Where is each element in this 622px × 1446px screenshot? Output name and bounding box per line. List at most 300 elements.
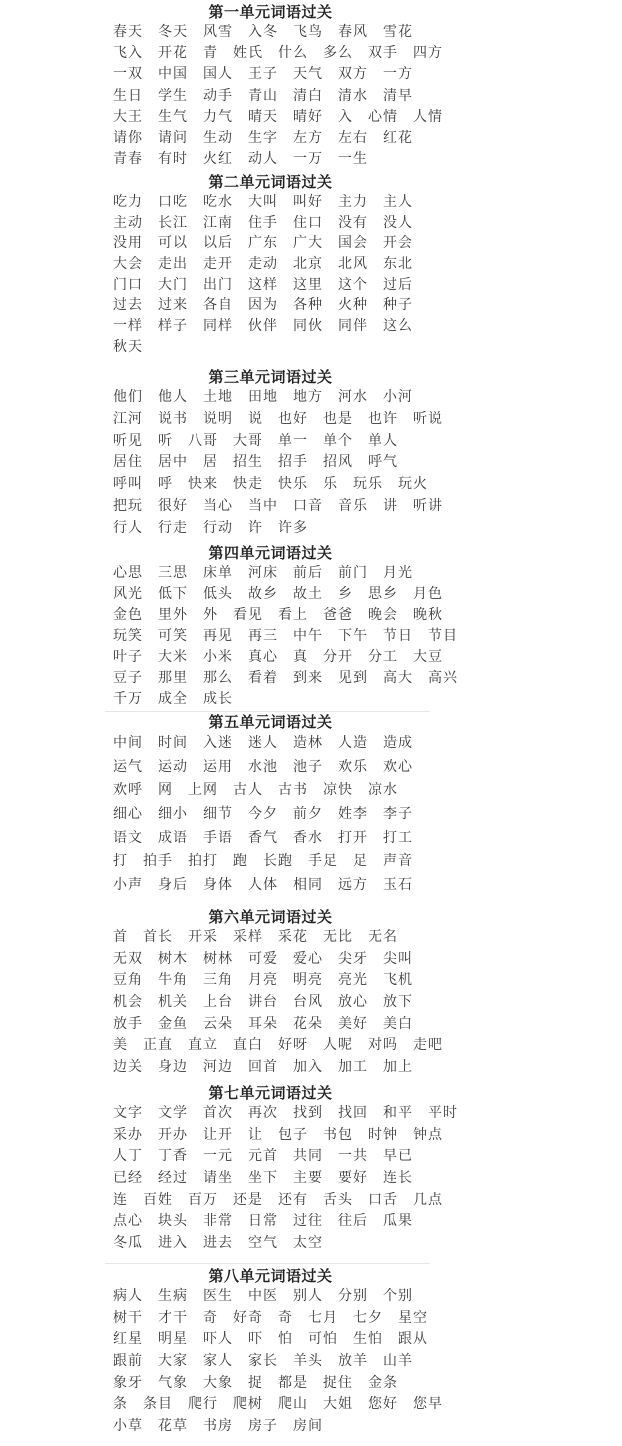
- word-row: [108, 992, 433, 1014]
- vocab-word: 直白: [233, 1037, 263, 1054]
- vocab-word: 什么: [278, 45, 308, 62]
- vocab-word: 开办: [158, 1126, 188, 1143]
- vocab-word: 七夕: [353, 1309, 383, 1326]
- vocab-word: 口音: [293, 497, 323, 514]
- vocab-word: 叫好: [293, 194, 323, 210]
- vocab-word: 吃力: [113, 194, 143, 210]
- vocab-word: 冬瓜: [113, 1235, 143, 1252]
- vocab-word: 生字: [248, 129, 278, 146]
- vocab-word: 土地: [203, 389, 233, 405]
- vocab-word: 房子: [248, 1418, 278, 1435]
- vocab-word: 要好: [338, 1170, 368, 1187]
- vocab-word: 音乐: [338, 497, 368, 514]
- vocab-word: 迷人: [248, 735, 278, 751]
- word-row: [108, 927, 433, 949]
- vocab-word: 瓜果: [383, 1213, 413, 1230]
- word-row: [108, 86, 433, 107]
- unit-3-section: [108, 367, 443, 540]
- vocab-word: 爬树: [233, 1396, 263, 1413]
- vocab-word: 听: [158, 432, 173, 449]
- vocab-word: 请问: [158, 129, 188, 146]
- vocab-word: 以后: [203, 235, 233, 252]
- vocab-word: 请坐: [203, 1170, 233, 1187]
- vocab-word: 时钟: [368, 1126, 398, 1143]
- vocab-word: 下午: [338, 628, 368, 644]
- vocab-word: 气象: [158, 1374, 188, 1391]
- vocab-word: 非常: [203, 1213, 233, 1230]
- vocab-word: 分别: [338, 1288, 368, 1304]
- vocab-word: 飞机: [383, 972, 413, 989]
- vocab-word: 招生: [233, 454, 263, 471]
- vocab-word: 各自: [203, 297, 233, 314]
- vocab-word: 快乐: [278, 476, 308, 493]
- vocab-word: 这样: [248, 276, 278, 293]
- vocab-word: 可怕: [308, 1331, 338, 1348]
- vocab-word: 坐下: [248, 1170, 278, 1187]
- vocab-word: 尖牙: [338, 950, 368, 967]
- vocab-word: 当心: [203, 497, 233, 514]
- word-row: [108, 756, 433, 780]
- vocab-word: 豆角: [113, 972, 143, 989]
- vocab-word: 豆子: [113, 670, 143, 686]
- vocab-word: 也许: [368, 410, 398, 427]
- vocab-word: 人呢: [323, 1037, 353, 1054]
- vocab-word: 分工: [368, 649, 398, 665]
- vocab-word: 钟点: [413, 1126, 443, 1143]
- vocab-word: 里外: [158, 607, 188, 623]
- vocab-word: 机关: [158, 994, 188, 1011]
- vocab-word: 共同: [293, 1148, 323, 1165]
- vocab-word: 这么: [383, 318, 413, 335]
- vocab-word: 火种: [338, 297, 368, 314]
- vocab-word: 呼叫: [113, 476, 143, 493]
- vocab-word: 听见: [113, 432, 143, 449]
- vocab-word: 居中: [158, 454, 188, 471]
- vocab-word: 呼: [158, 476, 173, 493]
- vocab-word: 爬行: [188, 1396, 218, 1413]
- vocab-word: 加上: [383, 1059, 413, 1076]
- word-row: [108, 64, 433, 85]
- vocab-word: 条: [113, 1396, 128, 1413]
- vocab-word: 招手: [278, 454, 308, 471]
- word-row: [108, 1373, 433, 1395]
- vocab-word: 左右: [338, 129, 368, 146]
- vocab-word: 这里: [293, 276, 323, 293]
- vocab-word: 真心: [248, 649, 278, 665]
- vocab-word: 池子: [293, 758, 323, 775]
- vocab-word: 手足: [308, 853, 338, 870]
- vocab-word: 节目: [428, 628, 458, 644]
- word-row: [108, 970, 433, 992]
- vocab-word: 欢心: [383, 758, 413, 775]
- vocab-word: 国会: [338, 235, 368, 252]
- word-row: [108, 563, 433, 584]
- vocab-word: 玉石: [383, 877, 413, 894]
- vocab-word: 走开: [203, 256, 233, 273]
- vocab-word: 别人: [293, 1288, 323, 1304]
- vocab-word: 北风: [338, 256, 368, 273]
- word-row: [108, 316, 433, 337]
- vocab-word: 乡: [338, 586, 353, 602]
- vocab-word: 吓: [248, 1331, 263, 1348]
- vocab-word: 也好: [278, 410, 308, 427]
- vocab-word: 采花: [278, 929, 308, 945]
- vocab-word: 千万: [113, 691, 143, 707]
- vocab-word: 金鱼: [158, 1015, 188, 1032]
- vocab-word: 没用: [113, 235, 143, 252]
- vocab-word: 造成: [383, 735, 413, 751]
- vocab-word: 首次: [203, 1105, 233, 1121]
- unit-7-section: [108, 1083, 458, 1255]
- vocab-word: 吃水: [203, 194, 233, 210]
- vocab-word: 一样: [113, 318, 143, 335]
- vocab-word: 节日: [383, 628, 413, 644]
- vocab-word: 叶子: [113, 649, 143, 665]
- vocab-word: 多么: [323, 45, 353, 62]
- vocab-word: 快来: [188, 476, 218, 493]
- vocab-word: 月亮: [248, 972, 278, 989]
- vocab-word: 再次: [248, 1105, 278, 1121]
- vocab-word: 可笑: [158, 628, 188, 644]
- vocab-word: 口吃: [158, 194, 188, 210]
- vocab-word: 河床: [248, 565, 278, 581]
- vocab-word: 同样: [203, 318, 233, 335]
- word-row: [108, 1057, 433, 1079]
- vocab-word: 打: [113, 853, 128, 870]
- vocab-word: 运用: [203, 758, 233, 775]
- vocab-word: 许多: [278, 519, 308, 536]
- vocab-word: 生怕: [353, 1331, 383, 1348]
- vocab-word: 云朵: [203, 1015, 233, 1032]
- vocab-word: 田地: [248, 389, 278, 405]
- vocab-word: 边关: [113, 1059, 143, 1076]
- vocab-word: 双手: [368, 45, 398, 62]
- vocab-word: 身边: [158, 1059, 188, 1076]
- word-row: [108, 496, 443, 518]
- vocab-word: 文字: [113, 1105, 143, 1121]
- divider: [105, 1263, 430, 1264]
- vocab-word: 打开: [338, 829, 368, 846]
- vocab-word: 许: [248, 519, 263, 536]
- vocab-word: 造林: [293, 735, 323, 751]
- vocab-word: 采办: [113, 1126, 143, 1143]
- vocab-word: 放心: [338, 994, 368, 1011]
- word-row: [108, 149, 433, 170]
- vocab-word: 文学: [158, 1105, 188, 1121]
- vocab-word: 水池: [248, 758, 278, 775]
- word-row: [108, 387, 433, 409]
- vocab-word: 香气: [248, 829, 278, 846]
- vocab-word: 爸爸: [323, 607, 353, 623]
- vocab-word: 江南: [203, 214, 233, 231]
- vocab-word: 爱心: [293, 950, 323, 967]
- unit-6-section: [108, 907, 443, 1079]
- word-row: [108, 803, 433, 827]
- vocab-word: 相同: [293, 877, 323, 894]
- vocab-word: 学生: [158, 87, 188, 104]
- vocab-word: 没有: [338, 214, 368, 231]
- vocab-word: 中国: [158, 66, 188, 83]
- word-row: [108, 409, 443, 431]
- vocab-word: 门口: [113, 276, 143, 293]
- vocab-word: 中医: [248, 1288, 278, 1304]
- vocab-word: 地方: [293, 389, 323, 405]
- vocab-word: 书包: [323, 1126, 353, 1143]
- vocab-word: 火红: [203, 151, 233, 168]
- vocab-word: 采样: [233, 929, 263, 945]
- vocab-word: 捉住: [323, 1374, 353, 1391]
- section-title: 第五单元词语过关: [208, 713, 333, 731]
- vocab-word: 看着: [248, 670, 278, 686]
- vocab-word: 包子: [278, 1126, 308, 1143]
- vocab-word: 人丁: [113, 1148, 143, 1165]
- vocab-word: 可爱: [248, 950, 278, 967]
- vocab-word: 风雪: [203, 24, 233, 40]
- vocab-word: 个别: [383, 1288, 413, 1304]
- vocab-word: 丁香: [158, 1148, 188, 1165]
- vocab-word: 让开: [203, 1126, 233, 1143]
- vocab-word: 单一: [278, 432, 308, 449]
- vocab-word: 床单: [203, 565, 233, 581]
- vocab-word: 加工: [338, 1059, 368, 1076]
- vocab-word: 回首: [248, 1059, 278, 1076]
- vocab-word: 好奇: [233, 1309, 263, 1326]
- vocab-word: 清早: [383, 87, 413, 104]
- vocab-word: 把玩: [113, 497, 143, 514]
- vocab-word: 放羊: [338, 1353, 368, 1370]
- vocab-word: 三角: [203, 972, 233, 989]
- vocab-word: 主动: [113, 214, 143, 231]
- vocab-word: 乐: [323, 476, 338, 493]
- vocab-word: 直立: [188, 1037, 218, 1054]
- vocab-word: 说书: [158, 410, 188, 427]
- vocab-word: 连长: [383, 1170, 413, 1187]
- vocab-word: 同伴: [338, 318, 368, 335]
- vocab-word: 跟前: [113, 1353, 143, 1370]
- vocab-word: 前夕: [293, 806, 323, 823]
- vocab-word: 还是: [233, 1191, 263, 1208]
- word-row: [108, 1351, 433, 1373]
- vocab-word: 香水: [293, 829, 323, 846]
- vocab-word: 花朵: [293, 1015, 323, 1032]
- vocab-word: 远方: [338, 877, 368, 894]
- word-row: [108, 275, 433, 296]
- word-row: [108, 626, 458, 647]
- vocab-word: 一双: [113, 66, 143, 83]
- vocab-word: 故乡: [248, 586, 278, 602]
- vocab-word: 已经: [113, 1170, 143, 1187]
- vocab-word: 成语: [158, 829, 188, 846]
- vocab-word: 星空: [398, 1309, 428, 1326]
- vocab-word: 凉快: [323, 782, 353, 799]
- word-row: [108, 43, 443, 64]
- unit-2-section: [108, 172, 433, 358]
- word-row: [108, 874, 433, 898]
- vocab-word: 过去: [113, 297, 143, 314]
- word-row: [108, 1035, 443, 1057]
- vocab-word: 招风: [323, 454, 353, 471]
- vocab-word: 行人: [113, 519, 143, 536]
- vocab-word: 足: [353, 853, 368, 870]
- vocab-word: 小河: [383, 389, 413, 405]
- vocab-word: 亮光: [338, 972, 368, 989]
- vocab-word: 大王: [113, 108, 143, 125]
- vocab-word: 运气: [113, 758, 143, 775]
- vocab-word: 青: [203, 45, 218, 62]
- word-row: [108, 779, 433, 803]
- vocab-word: 生日: [113, 87, 143, 104]
- vocab-word: 加入: [293, 1059, 323, 1076]
- vocab-word: 说明: [203, 410, 233, 427]
- vocab-word: 一万: [293, 151, 323, 168]
- vocab-word: 还有: [278, 1191, 308, 1208]
- vocab-word: 进去: [203, 1235, 233, 1252]
- word-row: [108, 128, 433, 149]
- word-row: [108, 295, 433, 316]
- vocab-word: 和平: [383, 1105, 413, 1121]
- vocab-word: 晴天: [248, 108, 278, 125]
- word-row: [108, 1146, 433, 1168]
- vocab-word: 凉水: [368, 782, 398, 799]
- vocab-word: 动人: [248, 151, 278, 168]
- vocab-word: 行动: [203, 519, 233, 536]
- vocab-word: 百姓: [143, 1191, 173, 1208]
- vocab-word: 首长: [143, 929, 173, 945]
- word-row: [108, 213, 433, 234]
- vocab-word: 连: [113, 1191, 128, 1208]
- vocab-word: 牛角: [158, 972, 188, 989]
- word-row: [108, 732, 433, 756]
- word-row: [108, 192, 433, 213]
- vocab-word: 再见: [203, 628, 233, 644]
- vocab-word: 他们: [113, 389, 143, 405]
- vocab-word: 过来: [158, 297, 188, 314]
- vocab-word: 大豆: [413, 649, 443, 665]
- word-row: [108, 1416, 433, 1438]
- vocab-word: 花草: [158, 1418, 188, 1435]
- vocab-word: 尖叫: [383, 950, 413, 967]
- vocab-word: 力气: [203, 108, 233, 125]
- vocab-word: 人情: [413, 108, 443, 125]
- vocab-word: 美白: [383, 1015, 413, 1032]
- vocab-word: 八哥: [188, 432, 218, 449]
- vocab-word: 中午: [293, 628, 323, 644]
- vocab-word: 细节: [203, 806, 233, 823]
- vocab-word: 日常: [248, 1213, 278, 1230]
- vocab-word: 机会: [113, 994, 143, 1011]
- vocab-word: 大哥: [233, 432, 263, 449]
- vocab-word: 秋天: [113, 338, 143, 355]
- vocab-word: 真: [293, 649, 308, 665]
- vocab-word: 台风: [293, 994, 323, 1011]
- vocab-word: 口舌: [368, 1191, 398, 1208]
- vocab-word: 好呀: [278, 1037, 308, 1054]
- vocab-word: 主力: [338, 194, 368, 210]
- vocab-word: 人造: [338, 735, 368, 751]
- word-row: [108, 254, 433, 275]
- vocab-word: 大米: [158, 649, 188, 665]
- vocab-word: 国人: [203, 66, 233, 83]
- vocab-word: 古书: [278, 782, 308, 799]
- vocab-word: 听说: [413, 410, 443, 427]
- vocab-word: 明星: [158, 1331, 188, 1348]
- vocab-word: 没人: [383, 214, 413, 231]
- vocab-word: 找回: [338, 1105, 368, 1121]
- vocab-word: 他人: [158, 389, 188, 405]
- vocab-word: 大姐: [323, 1396, 353, 1413]
- vocab-word: 北京: [293, 256, 323, 273]
- vocab-word: 长跑: [263, 853, 293, 870]
- vocab-word: 青山: [248, 87, 278, 104]
- vocab-word: 看见: [233, 607, 263, 623]
- vocab-word: 低头: [203, 586, 233, 602]
- word-row: [108, 1014, 433, 1036]
- vocab-word: 主要: [293, 1170, 323, 1187]
- vocab-word: 您好: [368, 1396, 398, 1413]
- vocab-word: 动手: [203, 87, 233, 104]
- vocab-word: 广大: [293, 235, 323, 252]
- vocab-word: 小声: [113, 877, 143, 894]
- vocab-word: 家长: [248, 1353, 278, 1370]
- section-title: 第七单元词语过关: [208, 1084, 333, 1102]
- vocab-word: 入冬: [248, 24, 278, 40]
- word-row: [108, 949, 433, 971]
- vocab-word: 看上: [278, 607, 308, 623]
- vocab-word: 长江: [158, 214, 188, 231]
- vocab-word: 到来: [293, 670, 323, 686]
- word-row: [108, 1168, 433, 1190]
- vocab-word: 进入: [158, 1235, 188, 1252]
- vocab-word: 大叫: [248, 194, 278, 210]
- vocab-word: 出门: [203, 276, 233, 293]
- vocab-word: 声音: [383, 853, 413, 870]
- word-row: [108, 605, 443, 626]
- vocab-word: 一方: [383, 66, 413, 83]
- vocab-word: 象牙: [113, 1374, 143, 1391]
- word-row: [108, 1286, 433, 1308]
- vocab-word: 晚秋: [413, 607, 443, 623]
- vocab-word: 高大: [383, 670, 413, 686]
- word-row: [108, 22, 433, 43]
- vocab-word: 冬天: [158, 24, 188, 40]
- vocab-word: 树木: [158, 950, 188, 967]
- vocab-word: 居住: [113, 454, 143, 471]
- word-row: [108, 647, 443, 668]
- vocab-word: 月色: [413, 586, 443, 602]
- word-row: [108, 1233, 433, 1255]
- vocab-word: 成长: [203, 691, 233, 707]
- vocab-word: 请你: [113, 129, 143, 146]
- vocab-word: 爬山: [278, 1396, 308, 1413]
- word-row: [108, 107, 443, 128]
- vocab-word: 成全: [158, 691, 188, 707]
- vocab-word: 过往: [293, 1213, 323, 1230]
- vocab-word: 首: [113, 929, 128, 945]
- word-row: [108, 1190, 443, 1212]
- vocab-word: 平时: [428, 1105, 458, 1121]
- vocab-word: 低下: [158, 586, 188, 602]
- vocab-word: 可以: [158, 235, 188, 252]
- vocab-word: 百万: [188, 1191, 218, 1208]
- vocab-word: 四方: [413, 45, 443, 62]
- vocab-word: 入迷: [203, 735, 233, 751]
- vocab-word: 快走: [233, 476, 263, 493]
- vocab-word: 那么: [203, 670, 233, 686]
- vocab-word: 春风: [338, 24, 368, 40]
- vocab-word: 小草: [113, 1418, 143, 1435]
- vocab-word: 这个: [338, 276, 368, 293]
- vocab-word: 树干: [113, 1309, 143, 1326]
